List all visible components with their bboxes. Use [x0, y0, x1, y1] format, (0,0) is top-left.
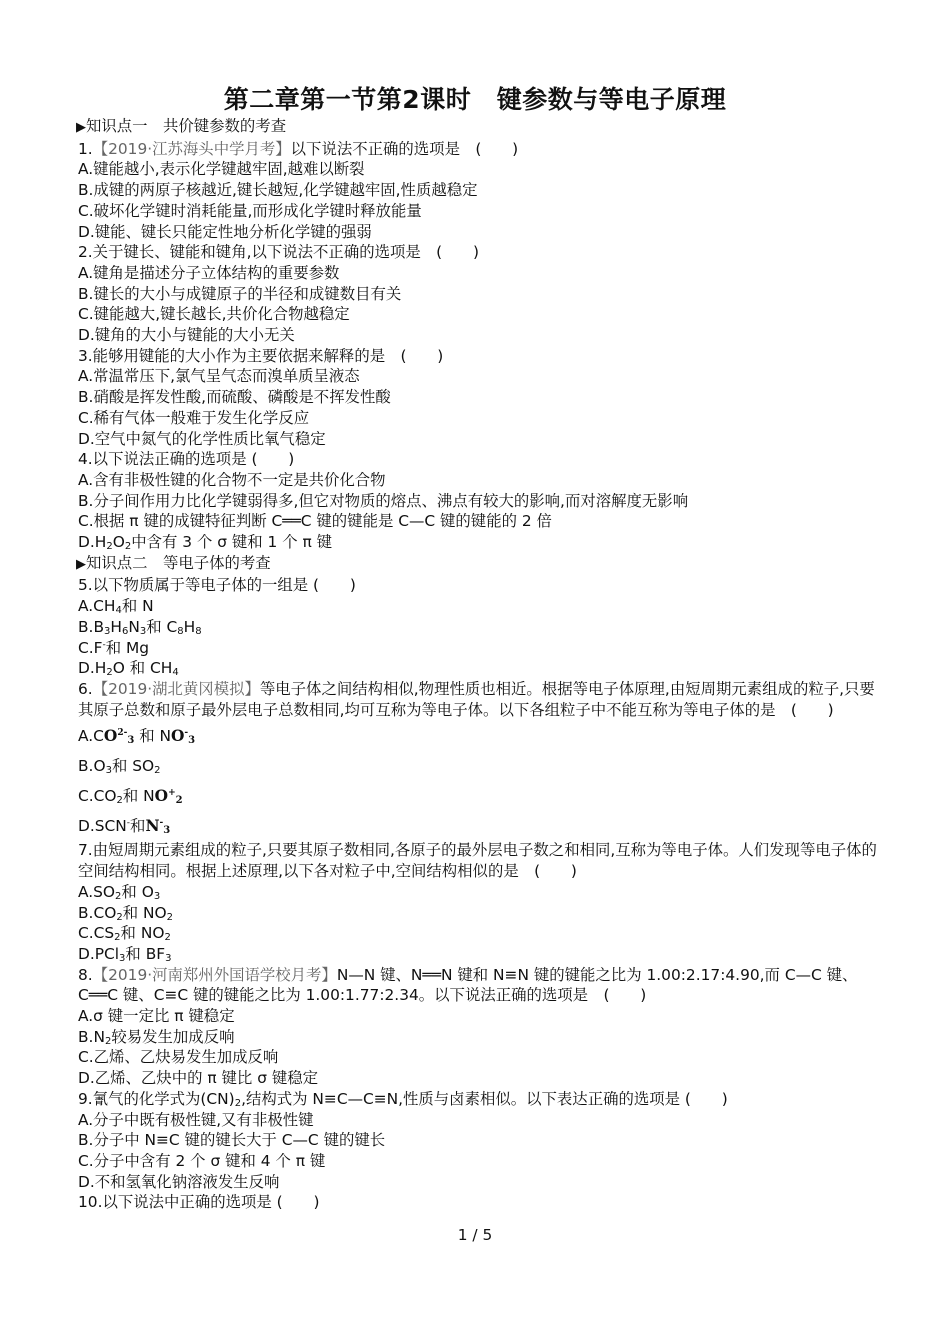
option-a: $A.SO_2$和 $O_3$ [78, 882, 161, 902]
option-a: A.σ 键一定比 π 键稳定 [78, 1007, 235, 1026]
option-b: $B.O_3$和 $SO_2$ [78, 757, 161, 777]
option-d: D.键角的大小与键能的大小无关 [78, 326, 295, 345]
triangle-bullet-icon: ▶ [76, 120, 86, 135]
option-c: $C.CS_2$和 $NO_2$ [78, 924, 171, 944]
option-b: B.分子间作用力比化学键弱得多,但它对物质的熔点、沸点有较大的影响,而对溶解度无影响 [78, 491, 689, 510]
option-d: D.SCN-和$N^-_3$ [68, 810, 890, 840]
section-heading-2 [68, 553, 890, 576]
question-source: 【2019·江苏海头中学月考】 [92, 139, 291, 158]
question-1 [68, 139, 890, 160]
question-stem: 等电子体之间结构相似,物理性质也相近。根据等电子体原理,由短周期元素组成的粒子,只要其原子总数和原子最外层电子总数相同,均可互称为等电子体。以下各组粒子中不能互称为等电子体的是 ( ) [78, 679, 875, 719]
option-a: A.含有非极性键的化合物不一定是共价化合物 [78, 470, 386, 489]
option-c: C.乙烯、乙炔易发生加成反响 [78, 1048, 279, 1067]
page-number: 1 / 5 [457, 1226, 493, 1244]
question-2: 2.关于键长、键能和键角,以下说法不正确的选项是 ( ) [78, 243, 479, 262]
section-heading-text: 知识点一 共价键参数的考查 [86, 117, 287, 135]
option-d: D.不和氢氧化钠溶液发生反响 [78, 1172, 280, 1191]
option-b: $B.N_2$较易发生加成反响 [78, 1027, 235, 1047]
question-9: 9.氰气的化学式为$(CN)_2$,结构式为 N≡C—C≡N,性质与卤素相似。以下表达正确的选项是 ( ) [78, 1089, 728, 1109]
option-d: $D.H_2O_2$中含有 3 个 σ 键和 1 个 π 键 [78, 533, 333, 553]
option-b: B.键长的大小与成键原子的半径和成键数目有关 [78, 284, 402, 303]
question-number: 1. [78, 139, 93, 158]
ion-formula: $O^{2-}_3$ [103, 727, 135, 747]
option-c: $C.CO_2$和 $NO^+_2$ [68, 780, 890, 810]
question-source: 【2019·河南郑州外国语学校月考】 [92, 965, 337, 984]
option-c: C.键能越大,键长越长,共价化合物越稳定 [78, 305, 350, 324]
ion-formula: $O^-_3$ [171, 727, 196, 747]
question-7: 7.由短周期元素组成的粒子,只要其原子数相同,各原子的最外层电子数之和相同,互称为等电子体。人们发现等电子体的空间结构相同。根据上述原理,以下各对粒子中,空间结构相似的是 ( ) [78, 841, 877, 881]
option-a: $A.CH_4$和 N [78, 597, 154, 617]
question-number: 6. [78, 679, 93, 698]
question-number: 8. [78, 965, 93, 984]
option-b: B.成键的两原子核越近,键长越短,化学键越牢固,性质越稳定 [78, 181, 478, 200]
option-b: B.分子中 N≡C 键的键长大于 C—C 键的键长 [78, 1131, 386, 1150]
question-stem: N—N 键、N══N 键和 N≡N 键的键能之比为 1.00:2.17:4.90,而 C—C 键、C══C 键、C≡C 键的键能之比为 1.00:1.77:2.34。以下说法正确的选项是 ( ) [78, 965, 858, 1005]
option-c: C.分子中含有 2 个 σ 键和 4 个 π 键 [78, 1151, 326, 1170]
question-8 [68, 965, 890, 1006]
option-a: A.分子中既有极性键,又有非极性键 [78, 1110, 314, 1129]
option-c: C.稀有气体一般难于发生化学反应 [78, 408, 310, 427]
option-d: D.乙烯、乙炔中的 π 键比 σ 键稳定 [78, 1069, 319, 1088]
content-body [68, 116, 890, 1213]
option-d: D.PCl$_3$和 $BF_3$ [78, 944, 172, 964]
option-d: $D.H_2O$ 和 $CH_4$ [78, 659, 179, 679]
option-c: C.根据 π 键的成键特征判断 C══C 键的键能是 C—C 键的键能的 2 倍 [78, 512, 552, 531]
triangle-bullet-icon: ▶ [76, 556, 86, 572]
ion-formula: $O^+_2$ [154, 787, 183, 807]
question-5: 5.以下物质属于等电子体的一组是 ( ) [78, 576, 356, 595]
option-b: $B.CO_2$和 $NO_2$ [78, 903, 173, 923]
option-b: B.硝酸是挥发性酸,而硫酸、磷酸是不挥发性酸 [78, 388, 391, 407]
ion-formula: $N^-_3$ [145, 817, 171, 837]
section-heading-text: 知识点二 等电子体的考查 [86, 553, 271, 572]
question-source: 【2019·湖北黄冈模拟】 [92, 679, 260, 698]
question-4: 4.以下说法正确的选项是 ( ) [78, 450, 295, 469]
option-a: A.常温常压下,氯气呈气态而溴单质呈液态 [78, 367, 360, 386]
question-6 [68, 679, 890, 720]
option-b: $B.B_3H_6N_3$和 $C_8H_8$ [78, 617, 202, 637]
option-c: C.F-和 Mg [78, 638, 150, 657]
option-a: A.键能越小,表示化学键越牢固,越难以断裂 [78, 160, 365, 179]
option-d: D.键能、键长只能定性地分析化学键的强弱 [78, 222, 372, 241]
section-heading-1 [68, 116, 890, 139]
question-10: 10.以下说法中正确的选项是 ( ) [78, 1193, 320, 1212]
page-title: 第二章第一节第2课时 键参数与等电子原理 [223, 85, 727, 114]
question-3: 3.能够用键能的大小作为主要依据来解释的是 ( ) [78, 346, 444, 365]
option-a: $A.CO^{2-}_3$ 和 $NO^-_3$ [68, 720, 890, 750]
question-stem: 以下说法不正确的选项是 ( ) [290, 139, 519, 158]
option-c: C.破坏化学键时消耗能量,而形成化学键时释放能量 [78, 201, 422, 220]
option-a: A.键角是描述分子立体结构的重要参数 [78, 263, 340, 282]
option-d: D.空气中氮气的化学性质比氧气稳定 [78, 429, 326, 448]
